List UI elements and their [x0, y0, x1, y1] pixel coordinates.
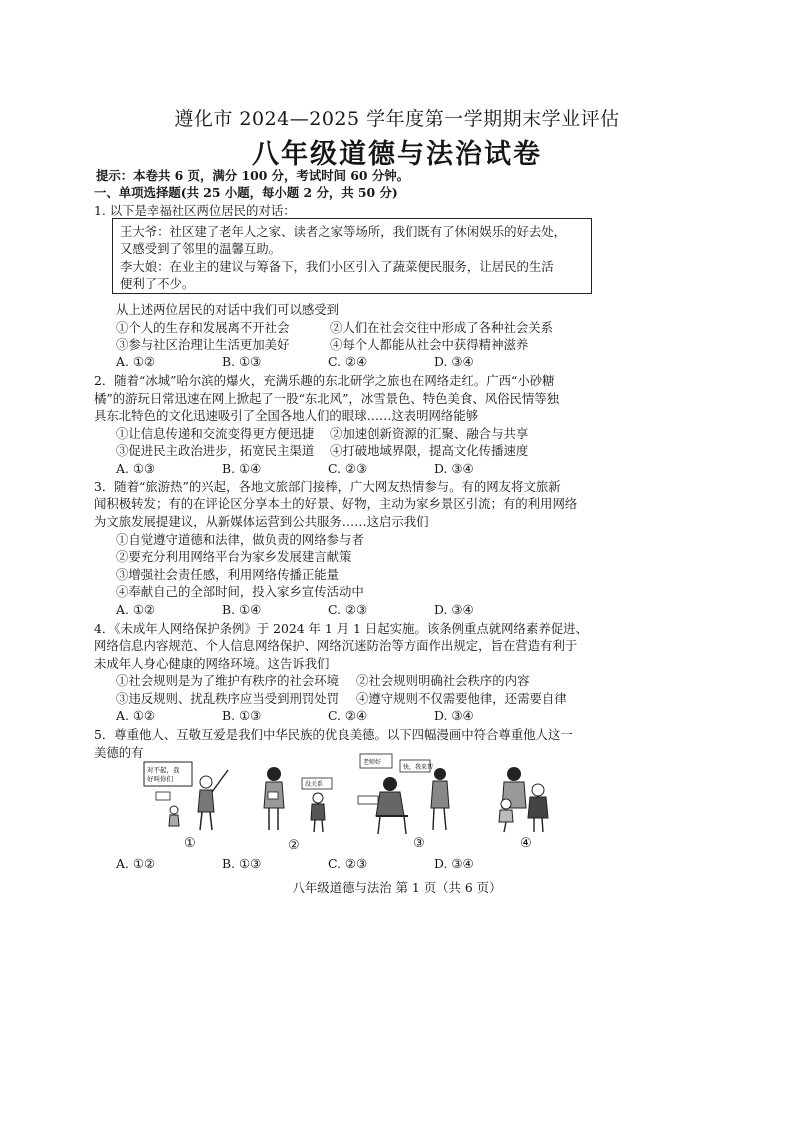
q1-option-c: C. ②④ — [328, 354, 368, 369]
cartoon-1-sign-text: 好叫你们 — [147, 775, 173, 783]
q4-item: ③违反规则、扰乱秩序应当受到刑罚处罚 — [116, 691, 340, 706]
q3-stem-line: 闻积极转发；有的在评论区分享本土的好景、好物，主动为家乡景区引流；有的利用网络 — [94, 496, 578, 511]
q2-option-b: B. ①④ — [222, 461, 262, 476]
q3-item: ①自觉遵守道德和法律，做负责的网络参与者 — [116, 532, 364, 547]
section-heading: 一、单项选择题(共 25 小题，每小题 2 分，共 50 分) — [94, 185, 398, 200]
cartoon-2-label: ② — [288, 838, 300, 853]
q4-item: ①社会规则是为了维护有秩序的社会环境 — [116, 673, 340, 688]
q3-stem-line: 为文旅发展提建议，从新媒体运营到公共服务……这启示我们 — [94, 514, 429, 529]
cartoon-3-label: ③ — [413, 836, 425, 851]
q1-dialog-line: 又感受到了邻里的温馨互助。 — [120, 241, 282, 256]
q4-option-a: A. ①② — [116, 708, 156, 723]
q1-option-b: B. ①③ — [222, 354, 262, 369]
cartoon-1-sign-text: 对不起，我 — [147, 766, 180, 774]
q3-stem-line: 3．随着“旅游热”的兴起，各地文旅部门接棒，广大网友热情参与。有的网友将文旅新 — [94, 479, 561, 494]
q1-prompt: 从上述两位居民的对话中我们可以感受到 — [116, 302, 340, 317]
q4-item: ④遵守规则不仅需要他律，还需要自律 — [356, 691, 567, 706]
cartoon-2-bubble-text: 没关系 — [305, 781, 324, 788]
cartoon-3-illustration — [350, 750, 462, 838]
q2-stem-line: 2．随着“冰城”哈尔滨的爆火，充满乐趣的东北研学之旅也在网络走红。广西“小砂糖 — [94, 373, 555, 388]
q2-option-c: C. ②③ — [328, 461, 368, 476]
q1-dialog-line: 便利了不少。 — [120, 276, 195, 291]
cartoon-1-label: ① — [184, 836, 196, 851]
q1-option-a: A. ①② — [116, 354, 156, 369]
q3-option-a: A. ①② — [116, 602, 156, 617]
q1-stem: 1. 以下是幸福社区两位居民的对话： — [94, 203, 296, 218]
q5-option-b: B. ①③ — [222, 856, 262, 871]
cartoon-2-illustration — [256, 764, 340, 836]
exam-hint: 提示：本卷共 6 页，满分 100 分，考试时间 60 分钟。 — [96, 168, 410, 183]
q4-item: ②社会规则明确社会秩序的内容 — [356, 673, 530, 688]
q1-dialog-line: 王大爷：社区建了老年人之家、读者之家等场所，我们既有了休闲娱乐的好去处， — [120, 224, 567, 239]
q4-option-b: B. ①③ — [222, 708, 262, 723]
cartoon-4-illustration — [490, 764, 560, 836]
q1-item: ②人们在社会交往中形成了各种社会关系 — [330, 320, 554, 335]
q1-option-d: D. ③④ — [434, 354, 474, 369]
q3-option-b: B. ①④ — [222, 602, 262, 617]
q2-stem-line: 具东北特色的文化迅速吸引了全国各地人们的眼球……这表明网络能够 — [94, 408, 479, 423]
q1-item: ④每个人都能从社会中获得精神滋养 — [330, 337, 529, 352]
q5-stem-line: 5．尊重他人、互敬互爱是我们中华民族的优良美德。以下四幅漫画中符合尊重他人这一 — [94, 727, 573, 742]
cartoon-3-bubble-text: 老师好 — [363, 759, 382, 766]
q4-stem-line: 4．《未成年人网络保护条例》于 2024 年 1 月 1 日起实施。该条例重点就网络素养促进、 — [94, 621, 588, 636]
q5-option-c: C. ②③ — [328, 856, 368, 871]
q4-option-d: D. ③④ — [434, 708, 474, 723]
q2-option-d: D. ③④ — [434, 461, 474, 476]
q5-option-d: D. ③④ — [434, 856, 474, 871]
q3-option-c: C. ②③ — [328, 602, 368, 617]
q2-item: ①让信息传递和交流变得更方便迅捷 — [116, 426, 315, 441]
cartoon-1-illustration — [140, 760, 240, 834]
q4-option-c: C. ②④ — [328, 708, 368, 723]
q3-item: ③增强社会责任感，利用网络传播正能量 — [116, 567, 340, 582]
q5-stem-line: 美德的有 — [94, 745, 144, 760]
cartoon-4-label: ④ — [520, 836, 532, 851]
exam-title-line2: 八年级道德与法治试卷 — [252, 139, 542, 170]
page-footer: 八年级道德与法治 第 1 页（共 6 页） — [292, 880, 502, 895]
q4-stem-line: 未成年人身心健康的网络环境。这告诉我们 — [94, 656, 330, 671]
q2-stem-line: 橘”的游玩日常迅速在网上掀起了一股“东北风”，冰雪景色、特色美食、风俗民情等独 — [94, 391, 560, 406]
q1-item: ③参与社区治理让生活更加美好 — [116, 337, 290, 352]
cartoon-3-bubble-text: 快，我来帮 — [403, 764, 434, 771]
q1-item: ①个人的生存和发展离不开社会 — [116, 320, 290, 335]
q3-item: ②要充分利用网络平台为家乡发展建言献策 — [116, 549, 352, 564]
q2-option-a: A. ①③ — [116, 461, 156, 476]
q2-item: ③促进民主政治进步，拓宽民主渠道 — [116, 443, 315, 458]
q2-item: ④打破地域界限，提高文化传播速度 — [330, 443, 529, 458]
q5-option-a: A. ①② — [116, 856, 156, 871]
q2-item: ②加速创新资源的汇聚、融合与共享 — [330, 426, 529, 441]
q4-stem-line: 网络信息内容规范、个人信息网络保护、网络沉迷防治等方面作出规定，旨在营造有利于 — [94, 638, 578, 653]
q1-dialog-line: 李大娘：在业主的建议与筹备下，我们小区引入了蔬菜便民服务，让居民的生活 — [120, 259, 554, 274]
q3-option-d: D. ③④ — [434, 602, 474, 617]
exam-title-line1: 遵化市 2024—2025 学年度第一学期期末学业评估 — [174, 108, 620, 130]
q3-item: ④奉献自己的全部时间，投入家乡宣传活动中 — [116, 584, 364, 599]
